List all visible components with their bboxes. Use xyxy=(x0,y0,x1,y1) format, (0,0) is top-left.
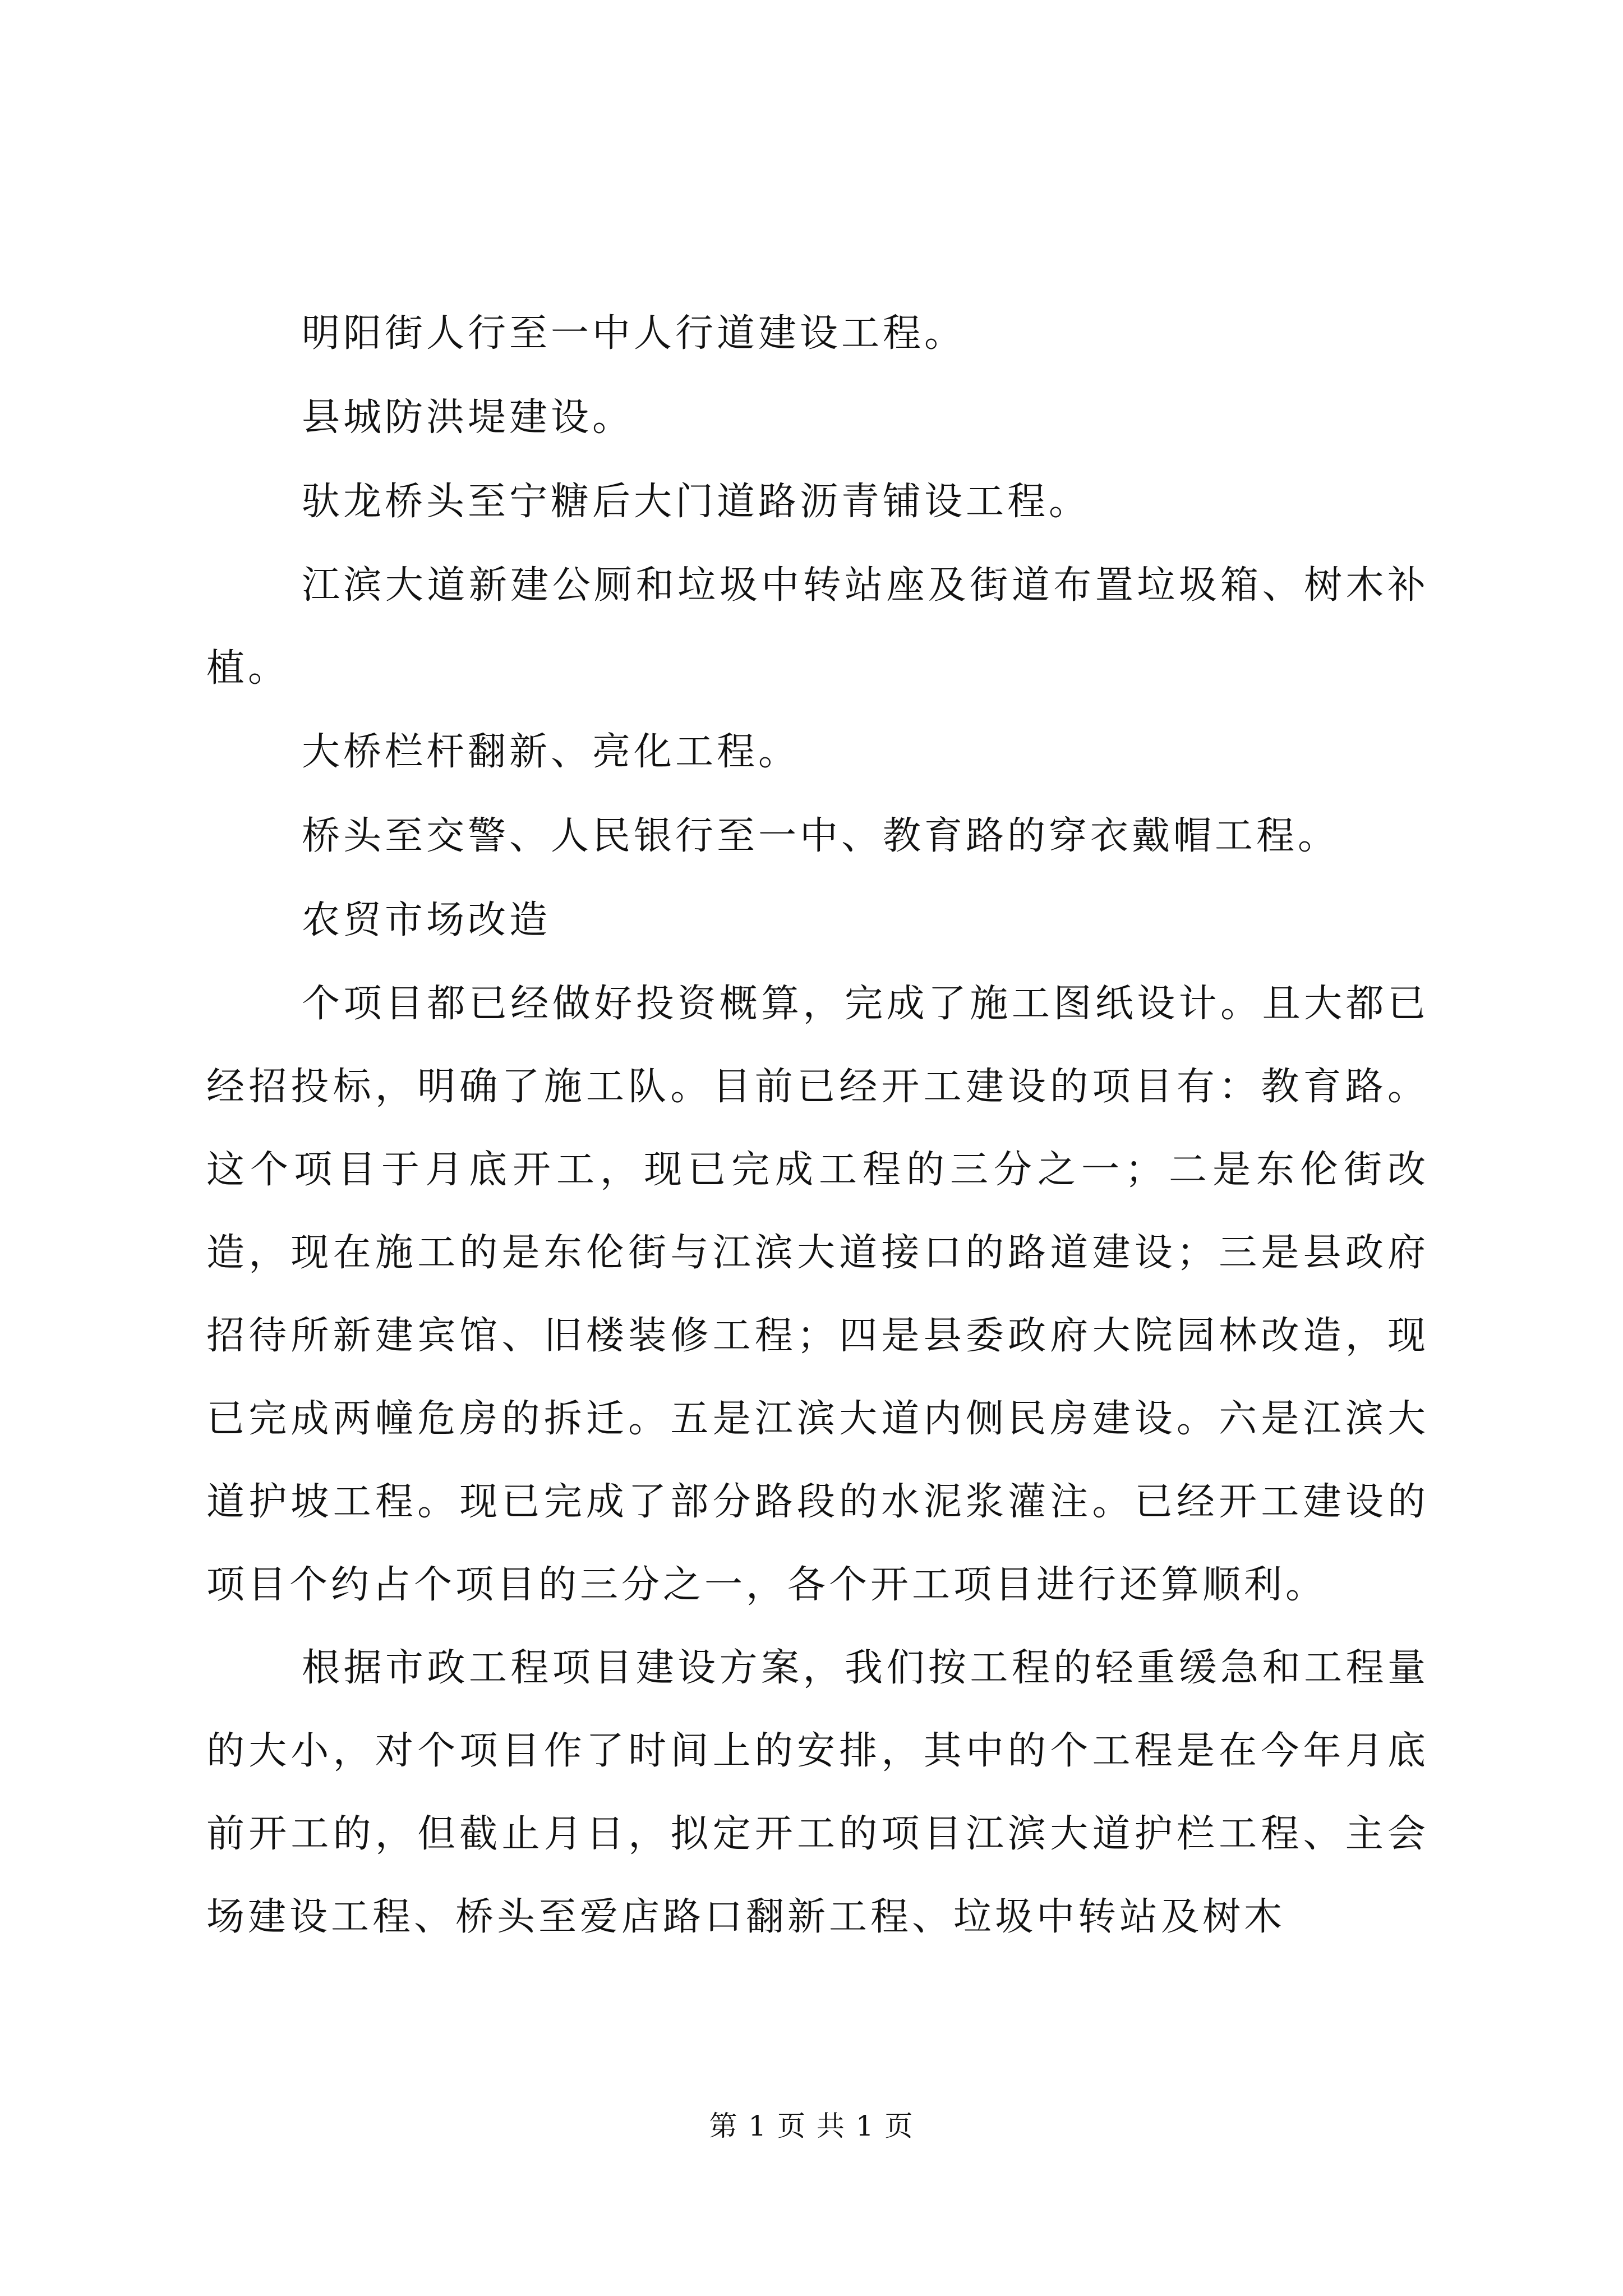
paragraph-9: 根据市政工程项目建设方案，我们按工程的轻重缓急和工程量的大小，对个项目作了时间上的安排，其中的个工程是在今年月底前开工的，但截止月日，拟定开工的项目江滨大道护栏工程、主会场建设工程、桥头至爱店路口翻新工程、垃圾中转站及树木 xyxy=(206,1646,1429,1939)
paragraph-3: 驮龙桥头至宁糖后大门道路沥青铺设工程。 xyxy=(302,480,1091,524)
page-footer: 第 1 页 共 1 页 xyxy=(709,2110,914,2142)
paragraph-7: 农贸市场改造 xyxy=(302,898,551,942)
paragraph-4: 江滨大道新建公厕和垃圾中转站座及街道布置垃圾箱、树木补植。 xyxy=(206,563,1429,691)
paragraph-5: 大桥栏杆翻新、亮化工程。 xyxy=(302,730,800,774)
paragraph-6: 桥头至交警、人民银行至一中、教育路的穿衣戴帽工程。 xyxy=(302,814,1340,858)
paragraph-2: 县城防洪堤建设。 xyxy=(302,395,634,440)
paragraph-1: 明阳街人行至一中人行道建设工程。 xyxy=(302,311,966,356)
document-body xyxy=(206,292,1429,1959)
paragraph-8: 个项目都已经做好投资概算，完成了施工图纸设计。且大都已经招投标，明确了施工队。目前已经开工建设的项目有：教育路。这个项目于月底开工，现已完成工程的三分之一；二是东伦街改造，现在施工的是东伦街与江滨大道接口的路道建设；三是县政府招待所新建宾馆、旧楼装修工程；四是县委政府大院园林改造，现已完成两幢危房的拆迁。五是江滨大道内侧民房建设。六是江滨大道护坡工程。现已完成了部分路段的水泥浆灌注。已经开工建设的项目个约占个项目的三分之一，各个开工项目进行还算顺利。 xyxy=(206,982,1429,1607)
